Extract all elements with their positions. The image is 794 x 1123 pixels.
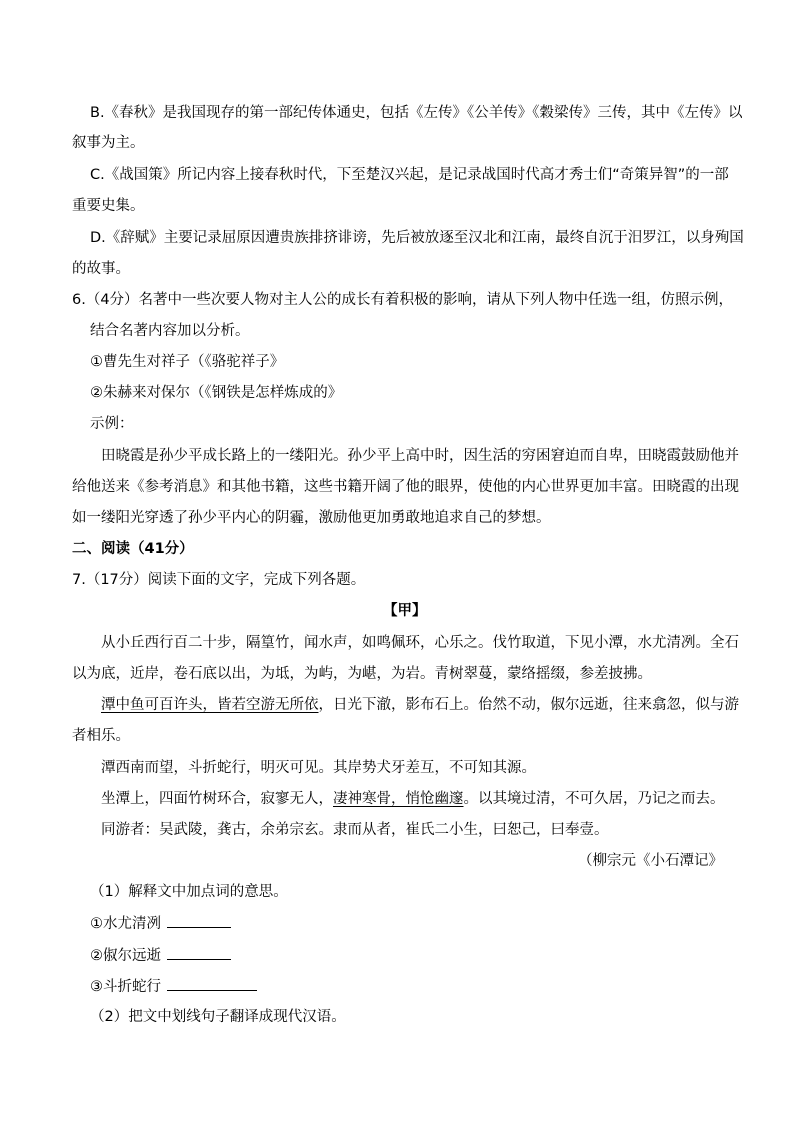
q6-example-line2: 给他送来《参考消息》和其他书籍，这些书籍开阔了他的眼界，使他的内心世界更加丰富。田晓霞的出现 bbox=[72, 479, 739, 495]
q5-option-d-line2: 的故事。 bbox=[72, 261, 130, 277]
passage-p1-line1: 从小丘西行百二十步，隔篁竹，闻水声，如鸣佩环，心乐之。伐竹取道，下见小潭，水尤清冽。全石 bbox=[101, 635, 739, 651]
passage-p4 bbox=[101, 789, 725, 809]
q5-option-b-line2: 叙事为主。 bbox=[72, 135, 145, 151]
q5-option-d-line1: D.《辞赋》主要记录屈原因遭贵族排挤诽谤，先后被放逐至汉北和江南，最终自沉于汨罗江，以身殉国 bbox=[90, 230, 744, 246]
q6-stem-line1: 6.（4分）名著中一些次要人物对主人公的成长有着积极的影响，请从下列人物中任选一组，仿照示例， bbox=[72, 292, 734, 308]
passage-p2-line2: 者相乐。 bbox=[72, 728, 130, 744]
answer-blank-b[interactable] bbox=[167, 945, 231, 960]
passage-p4-a: 坐潭上，四面竹树环合，寂寥无人， bbox=[101, 791, 333, 807]
q5-option-b-line1: B.《春秋》是我国现存的第一部纪传体通史，包括《左传》《公羊传》《穀梁传》三传，其中《左传》以 bbox=[90, 105, 743, 121]
passage-p3: 潭西南而望，斗折蛇行，明灭可见。其岸势犬牙差互，不可知其源。 bbox=[101, 760, 536, 776]
passage-p2-line1 bbox=[101, 695, 739, 715]
q7-sub1-item-c bbox=[90, 976, 257, 997]
q6-stem-line2: 结合名著内容加以分析。 bbox=[90, 323, 250, 339]
q6-example-line1: 田晓霞是孙少平成长路上的一缕阳光。孙少平上高中时，因生活的穷困窘迫而自卑，田晓霞鼓励他并 bbox=[101, 448, 739, 464]
q7-sub1: （1）解释文中加点词的意思。 bbox=[90, 884, 288, 900]
q6-item-1: ①曹先生对祥子（《骆驼祥子》 bbox=[90, 354, 285, 370]
sub1-item-b-text: ②俶尔远逝 bbox=[90, 948, 161, 964]
q5-option-c-line1: C.《战国策》所记内容上接春秋时代，下至楚汉兴起，是记录战国时代高才秀士们“奇策异智”的一部 bbox=[90, 167, 729, 183]
passage-title: 【甲】 bbox=[383, 603, 427, 619]
q7-sub2: （2）把文中划线句子翻译成现代汉语。 bbox=[90, 1009, 346, 1025]
q7-sub1-item-b bbox=[90, 945, 231, 966]
q6-example-label: 示例： bbox=[90, 416, 134, 432]
sub1-item-c-text: ③斗折蛇行 bbox=[90, 979, 161, 995]
q6-item-2: ②朱赫来对保尔（《钢铁是怎样炼成的》 bbox=[90, 385, 343, 401]
q6-example-line3: 如一缕阳光穿透了孙少平内心的阴霾，激励他更加勇敢地追求自己的梦想。 bbox=[72, 510, 551, 526]
passage-p4-b: 。以其境过清，不可久居，乃记之而去。 bbox=[463, 791, 725, 807]
q7-stem: 7.（17分）阅读下面的文字，完成下列各题。 bbox=[72, 572, 366, 588]
q7-sub1-item-a bbox=[90, 913, 231, 934]
answer-blank-a[interactable] bbox=[167, 913, 231, 928]
section-heading: 二、阅读（41分） bbox=[72, 541, 194, 557]
underlined-sentence-1: 潭中鱼可百许头，皆若空游无所依 bbox=[101, 697, 319, 713]
underlined-sentence-2: 凄神寒骨，悄怆幽邃 bbox=[333, 791, 464, 807]
q5-option-c-line2: 重要史集。 bbox=[72, 198, 145, 214]
passage-p1-line2: 以为底，近岸，卷石底以出，为坻，为屿，为嵁，为岩。青树翠蔓，蒙络摇缀，参差披拂。 bbox=[72, 666, 652, 682]
answer-blank-c[interactable] bbox=[167, 976, 257, 991]
passage-source: （柳宗元《小石潭记》 bbox=[578, 853, 723, 869]
passage-p5: 同游者：吴武陵，龚古，余弟宗玄。隶而从者，崔氏二小生，曰恕己，曰奉壹。 bbox=[101, 822, 609, 838]
sub1-item-a-text: ①水尤清冽 bbox=[90, 916, 161, 932]
passage-p2-rest: ，日光下澈，影布石上。佁然不动，俶尔远逝，往来翕忽，似与游 bbox=[318, 697, 739, 713]
